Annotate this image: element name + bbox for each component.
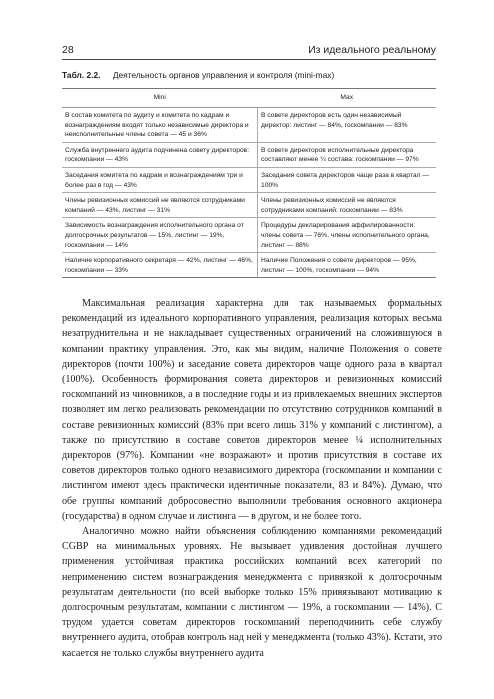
table-cell-max: Члены ревизионных комиссий не являются сотрудниками компаний: госкомпании — 83%	[258, 193, 437, 218]
governance-table	[62, 88, 436, 278]
table-cell-max: В совете директоров исполнительные директора составляют менее ¼ состава: госкомпании — 97%	[258, 142, 437, 167]
running-title: Из идеального реальному	[308, 44, 436, 56]
table-row	[62, 108, 436, 143]
table-cell-max: Процедуры декларирования аффилированности: члены совета — 76%, члены исполнительного органа, листинг — 88%	[258, 218, 437, 253]
table-caption	[62, 70, 334, 80]
table-title: Деятельность органов управления и контроля (mini-max)	[112, 70, 335, 80]
table-cell-mini: Зависимость вознаграждения исполнительного органа от долгосрочных результатов — 15%, листинг — 19%, госкомпании — 14%	[62, 218, 258, 253]
table-row	[62, 218, 436, 253]
table-cell-mini: Служба внутреннего аудита подчинена совету директоров: госкомпании — 43%	[62, 142, 258, 167]
body-text	[62, 296, 442, 661]
table-cell-mini: Заседания комитета по кадрам и вознаграждениям три и более раз в год — 43%	[62, 167, 258, 192]
running-header	[62, 44, 436, 60]
table-row	[62, 142, 436, 167]
table-cell-max: В совете директоров есть один независимый директор: листинг — 84%, госкомпании — 83%	[258, 108, 437, 143]
column-header-mini: Mini	[62, 89, 258, 108]
table-cell-max: Наличие Положения о совете директоров — 95%, листинг — 100%, госкомпании — 94%	[258, 253, 437, 278]
table-cell-max: Заседания совета директоров чаще раза в квартал — 100%	[258, 167, 437, 192]
table-cell-mini: В состав комитета по аудиту и комитета по кадрам и вознаграждениям входят только независимые директора и неисполнительные члены совета — 45 и 36%	[62, 108, 258, 143]
page-number: 28	[62, 44, 74, 56]
table-cell-mini: Члены ревизионных комиссий не являются сотрудниками компаний — 43%, листинг — 31%	[62, 193, 258, 218]
column-header-max: Max	[258, 89, 437, 108]
paragraph: Максимальная реализация характерна для так называемых формальных рекомендаций из идеального корпоративного управления, реализация которых весьма незатруднительна и не накладывает существенных ограничений на сложившуюся в компании практику управления. Это, как мы видим, наличие Положения о совете директоров (почти 100%) и заседание совета директоров чаще одного раза в квартал (100%). Особенность формирования совета директоров и ревизионных комиссий госкомпаний из чиновников, а в последние годы и из привлекаемых внешних экспертов позволяет им легко реализовать рекомендации по отсутствию сотрудников компаний в составе ревизионных комиссий (83% при всего лишь 31% у компаний с листингом), а также по присутствию в составе советов директоров менее ¼ исполнительных директоров (97%). Компании «не возражают» и против присутствия в составе их советов директоров только одного независимого директора (госкомпании и компании с листингом имеют здесь практически идентичные показатели, 83 и 84%). Думаю, что обе группы компаний добросовестно выполнили требования основного акционера (государства) в одном случае и листинга — в другом, и не более того.	[62, 298, 442, 522]
table-cell-mini: Наличие корпоративного секретаря — 42%, листинг — 46%, госкомпании — 33%	[62, 253, 258, 278]
table-row	[62, 193, 436, 218]
paragraph: Аналогично можно найти объяснения соблюдению компаниями рекомендаций CGBP на минимальных уровнях. Не вызывает удивления достойная лучшего применения устойчивая практика российских компаний всех категорий по неприменению систем вознаграждения менеджмента с привязкой к долгосрочным результатам деятельности (по всей выборке только 15% привязывают мотивацию к долгосрочным результатам, компании с листингом — 19%, а госкомпании — 14%). С трудом удается советам директоров госкомпаний переподчинить себе службу внутреннего аудита, отобрав контроль над ней у менеджмента (только 43%). Кстати, это касается не только службы внутреннего аудита	[62, 526, 442, 659]
table-row	[62, 167, 436, 192]
table-header-row	[62, 89, 436, 108]
table-row	[62, 253, 436, 278]
table-number: Табл. 2.2.	[62, 70, 101, 80]
